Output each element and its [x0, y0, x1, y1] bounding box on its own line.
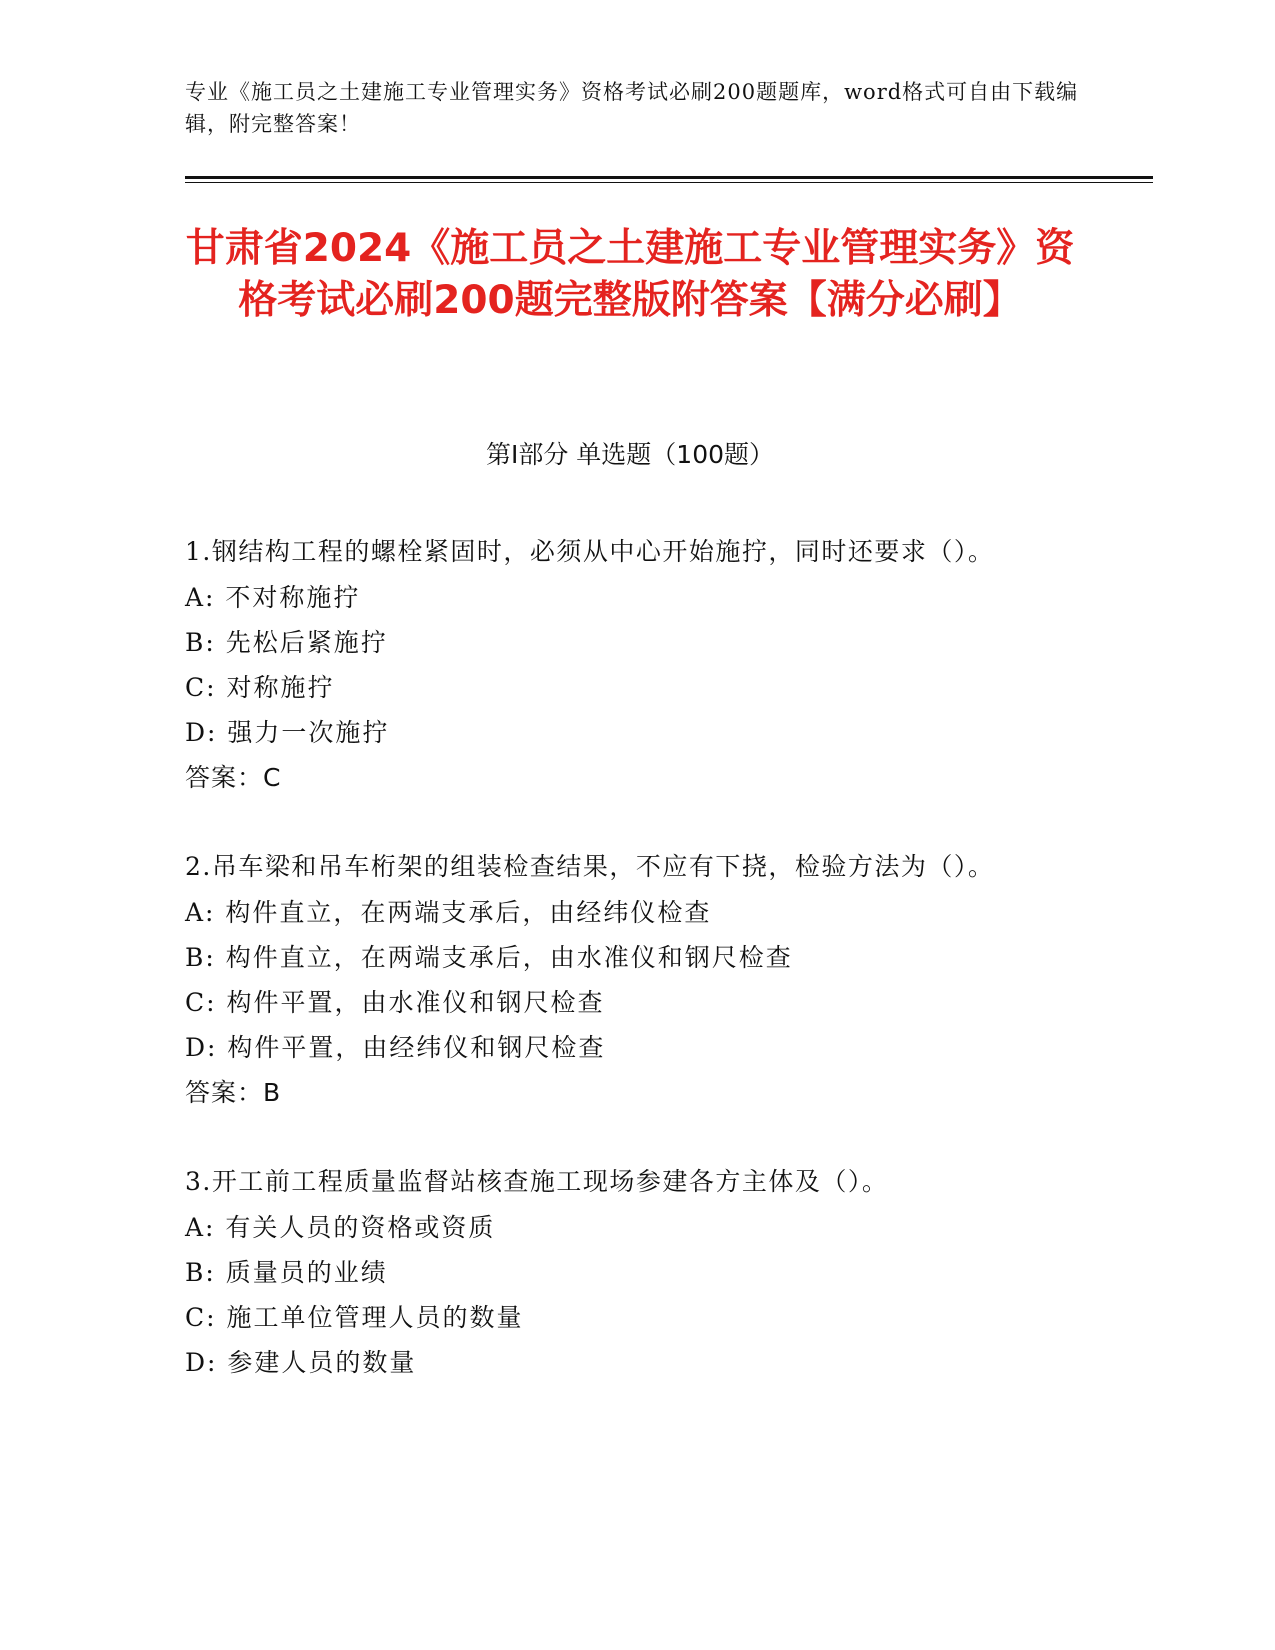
question-list — [185, 529, 1065, 1429]
question-stem: 3.开工前工程质量监督站核查施工现场参建各方主体及（）。 — [185, 1167, 889, 1196]
question-stem: 2.吊车梁和吊车桁架的组装检查结果，不应有下挠，检验方法为（）。 — [185, 852, 995, 881]
header-divider-thin — [185, 182, 1153, 183]
section-heading: 第Ⅰ部分 单选题（100题） — [485, 440, 775, 469]
option-d: D: 参建人员的数量 — [185, 1348, 417, 1377]
option-a: A: 不对称施拧 — [185, 583, 361, 612]
document-title: 甘肃省2024《施工员之土建施工专业管理实务》资格考试必刷200题完整版附答案【满分必刷】 — [185, 226, 1075, 323]
option-b: B: 质量员的业绩 — [185, 1258, 388, 1287]
option-a: A: 有关人员的资格或资质 — [185, 1213, 496, 1242]
question-1 — [185, 529, 1065, 800]
question-stem: 1.钢结构工程的螺栓紧固时，必须从中心开始施拧，同时还要求（）。 — [185, 537, 995, 566]
header-divider-thick — [185, 176, 1153, 179]
option-c: C: 对称施拧 — [185, 673, 335, 702]
answer: 答案：C — [185, 763, 282, 792]
option-b: B: 构件直立，在两端支承后，由水准仪和钢尺检查 — [185, 943, 793, 972]
header-note: 专业《施工员之土建施工专业管理实务》资格考试必刷200题题库，word格式可自由下载编辑，附完整答案！ — [185, 80, 1079, 136]
option-b: B: 先松后紧施拧 — [185, 628, 388, 657]
option-d: D: 强力一次施拧 — [185, 718, 390, 747]
option-a: A: 构件直立，在两端支承后，由经纬仪检查 — [185, 898, 712, 927]
question-3 — [185, 1159, 1065, 1385]
option-c: C: 施工单位管理人员的数量 — [185, 1303, 524, 1332]
answer: 答案：B — [185, 1078, 282, 1107]
question-2 — [185, 844, 1065, 1115]
option-d: D: 构件平置，由经纬仪和钢尺检查 — [185, 1033, 606, 1062]
option-c: C: 构件平置，由水准仪和钢尺检查 — [185, 988, 605, 1017]
